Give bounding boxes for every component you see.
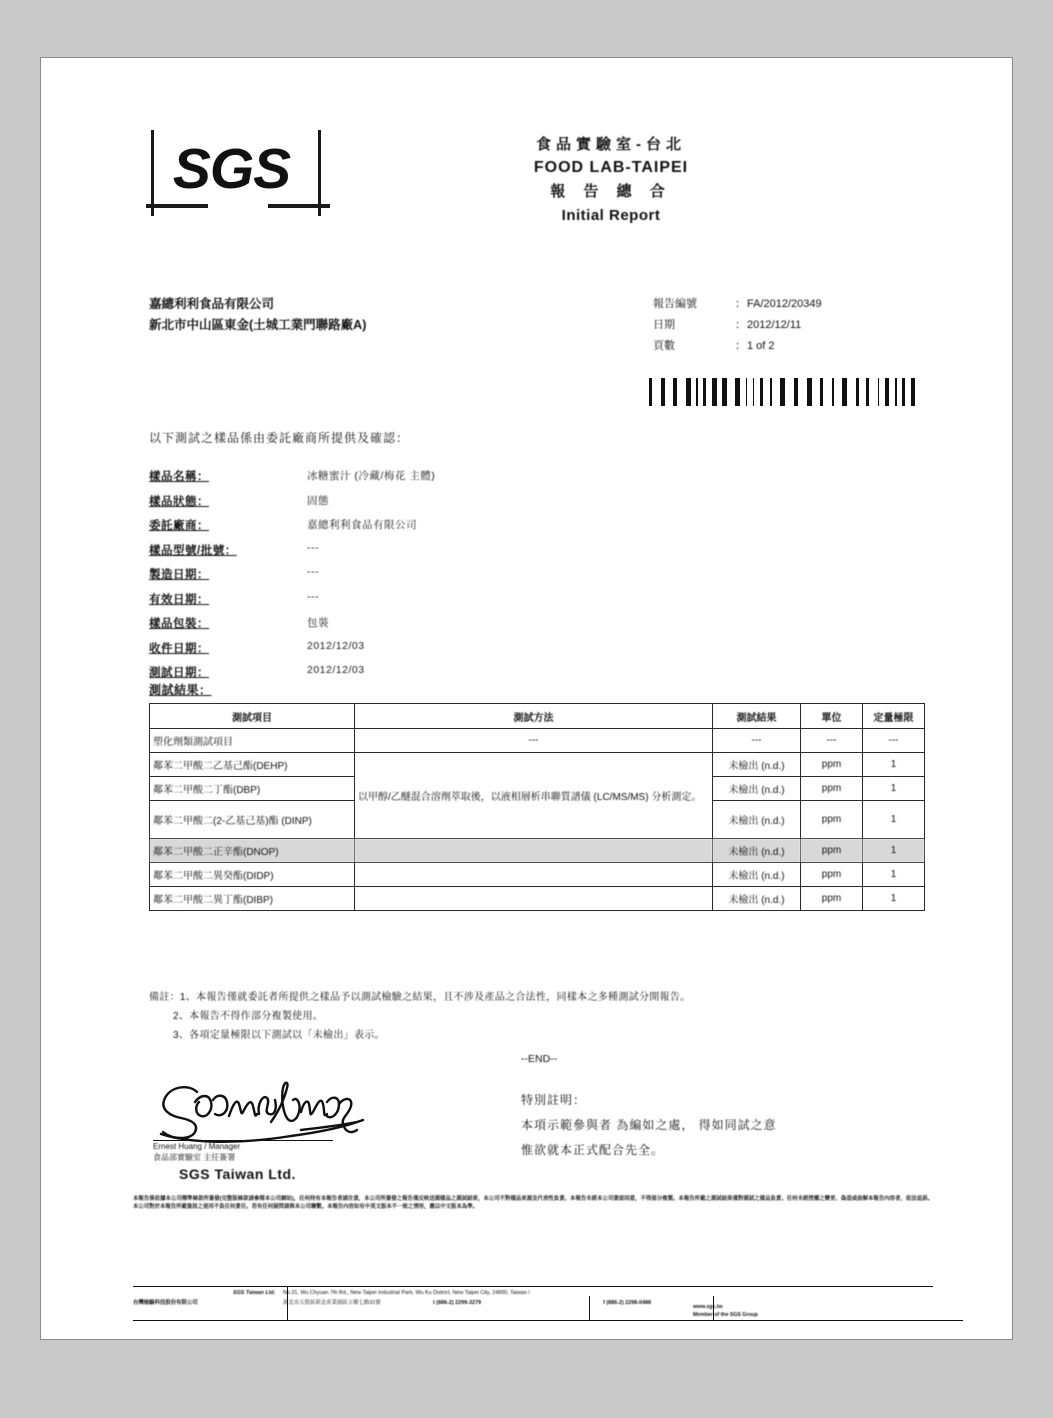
footer-fax: f (886-2) 2298-0488	[603, 1300, 651, 1306]
column-header: 定量極限	[863, 704, 925, 729]
cell-unit: ---	[801, 729, 863, 753]
table-row	[150, 863, 925, 887]
sample-info-label: 樣品狀態：	[149, 495, 209, 508]
cell-unit: ppm	[801, 777, 863, 801]
cell-result: ---	[713, 729, 801, 753]
cell-item: 鄰苯二甲酸二(2-乙基己基)酯 (DINP)	[150, 801, 355, 839]
cell-result: 未檢出 (n.d.)	[713, 839, 801, 863]
results-label: 測試結果：	[149, 683, 212, 697]
column-header: 測試結果	[713, 704, 801, 729]
cell-method	[355, 887, 713, 911]
footer-tel: t (886-2) 2299-3279	[433, 1300, 481, 1306]
cell-unit: ppm	[801, 801, 863, 839]
sample-info-row	[149, 517, 849, 542]
sample-info-value: 2012/12/03	[307, 664, 365, 676]
cell-item: 鄰苯二甲酸二正辛酯(DNOP)	[150, 839, 355, 863]
header-titles	[401, 134, 821, 227]
sample-info-label: 樣品包裝：	[149, 618, 209, 630]
cell-item: 鄰苯二甲酸二異丁酯(DIBP)	[150, 887, 355, 911]
closing-line-2: 惟欲就本正式配合先全。	[521, 1143, 665, 1157]
meta-value: 2012/12/11	[747, 319, 802, 331]
table-row	[150, 729, 925, 753]
signature-company: SGS Taiwan Ltd.	[179, 1166, 296, 1182]
cell-unit: ppm	[801, 863, 863, 887]
handwritten-signature-icon	[151, 1078, 411, 1148]
table-row	[150, 839, 925, 863]
sgs-logo	[146, 130, 331, 218]
cell-unit: ppm	[801, 839, 863, 863]
logo-underbar-left	[146, 204, 208, 208]
footer-company-en: SGS Taiwan Ltd.	[233, 1290, 276, 1296]
sample-info-value: ---	[307, 590, 319, 603]
end-mark: --END--	[521, 1053, 558, 1065]
meta-row	[653, 294, 953, 315]
meta-key: 報告編號	[653, 298, 697, 310]
cell-loq: ---	[863, 729, 925, 753]
lab-title-en: FOOD LAB-TAIPEI	[533, 159, 689, 176]
sample-info-label: 樣品名稱：	[149, 471, 209, 483]
closing-block	[521, 1088, 921, 1163]
meta-sep: ：	[735, 298, 746, 310]
sample-info-row	[149, 591, 849, 616]
footer-divider-bottom	[133, 1320, 963, 1321]
sample-info-value: 嘉總利利食品有限公司	[307, 519, 417, 531]
sample-info-value: ---	[307, 566, 319, 578]
cell-item: 鄰苯二甲酸二丁酯(DBP)	[150, 777, 355, 801]
report-meta	[653, 294, 953, 357]
footer-group-note: Member of the SGS Group	[693, 1312, 758, 1318]
cell-method	[355, 863, 713, 887]
sample-info-list	[149, 468, 849, 689]
footer-address-en: No.31, Wu Chyuan 7th Rd., New Taipei Industrial Park, Wu Ku District, New Taipei City, 24890, Taiwan /	[283, 1290, 530, 1296]
sample-info-row	[149, 664, 849, 689]
signature-name-en: Ernest Huang / Manager	[153, 1142, 241, 1151]
meta-value: FA/2012/20349	[747, 298, 822, 310]
cell-result: 未檢出 (n.d.)	[713, 887, 801, 911]
cell-result: 未檢出 (n.d.)	[713, 777, 801, 801]
cell-result: 未檢出 (n.d.)	[713, 863, 801, 887]
table-row	[150, 753, 925, 777]
note-line: 3、各項定量極限以下測試以「未檢出」表示。	[173, 1030, 385, 1041]
cell-result: 未檢出 (n.d.)	[713, 801, 801, 839]
cell-loq: 1	[863, 839, 925, 863]
column-header: 測試方法	[355, 704, 713, 729]
cell-method: 以甲醇/乙醚混合溶劑萃取後，以液相層析串聯質譜儀 (LC/MS/MS) 分析測定。	[355, 753, 713, 839]
table-row	[150, 887, 925, 911]
note-line: 備註：1、本報告僅就委託者所提供之樣品予以測試檢驗之結果，且不涉及產品之合法性，同樣本之多種測試分開報告。	[149, 992, 691, 1003]
cell-loq: 1	[863, 753, 925, 777]
cell-loq: 1	[863, 887, 925, 911]
customer-block	[149, 294, 619, 336]
sample-info-row	[149, 640, 849, 665]
sample-info-row	[149, 615, 849, 640]
sample-info-value: ---	[307, 541, 319, 554]
sample-info-value: 包裝	[307, 617, 329, 629]
signature-name-zh: 食品部實驗室 主任簽署	[153, 1153, 236, 1162]
customer-line-1: 嘉總利利食品有限公司	[149, 297, 275, 311]
sample-info-label: 測試日期：	[149, 667, 209, 679]
sample-info-row	[149, 542, 849, 567]
footer-website: www.sgs.tw	[693, 1304, 723, 1310]
sample-info-row	[149, 468, 849, 493]
sample-info-value: 固態	[307, 494, 329, 507]
report-sheet	[40, 57, 1013, 1340]
sample-info-label: 樣品型號/批號：	[149, 544, 237, 557]
meta-sep: ：	[735, 319, 746, 331]
cell-loq: 1	[863, 777, 925, 801]
note-line: 2、本報告不得作部分複製使用。	[173, 1011, 324, 1022]
closing-line-1: 本項示範參與者 為編如之處， 得如同試之意	[521, 1118, 777, 1132]
sample-info-label: 有效日期：	[149, 593, 209, 606]
cell-loq: 1	[863, 801, 925, 839]
cell-item: 鄰苯二甲酸二乙基己酯(DEHP)	[150, 753, 355, 777]
cell-item: 鄰苯二甲酸二異癸酯(DIDP)	[150, 863, 355, 887]
meta-sep: ：	[735, 340, 746, 352]
fineprint-terms: 本報告係依據本公司標準條款所簽發(完整版條款請參閱本公司網站)，任何持有本報告者請注意，本公司所簽發之報告僅反映送測樣品之測試結果，本公司不對樣品來源及代表性負責。本報告未經本公司書面同意，不得部分複製。本報告所載之測試結果僅對測試之樣品負責。任何未經授權之變更、偽造或曲解本報告內容者，依法追訴。本公司對於本報告所載資訊之使用不負任何責任。若有任何疑問請與本公司聯繫。本報告內容如有中英文版本不一致之情形，應以中文版本為準。	[133, 1196, 933, 1210]
intro-text: 以下測試之樣品係由委託廠商所提供及確認：	[149, 431, 410, 445]
notes-block	[149, 988, 939, 1045]
footer-address-zh: 新北市五股區新北產業園區五權七路31號	[283, 1300, 381, 1306]
sample-info-row	[149, 493, 849, 518]
meta-key: 日期	[653, 319, 675, 331]
lab-title-zh: 食品實驗室-台北	[536, 136, 686, 153]
report-header	[146, 128, 916, 238]
cell-item: 塑化劑類測試項目	[150, 729, 355, 753]
cell-method	[355, 839, 713, 863]
barcode	[649, 378, 921, 406]
cell-unit: ppm	[801, 753, 863, 777]
sample-info-label: 製造日期：	[149, 569, 209, 581]
column-header: 單位	[801, 704, 863, 729]
logo-text: SGS	[172, 137, 291, 201]
signature-block	[151, 1078, 411, 1182]
cell-unit: ppm	[801, 887, 863, 911]
results-table	[149, 703, 925, 911]
cell-result: 未檢出 (n.d.)	[713, 753, 801, 777]
meta-row	[653, 315, 953, 336]
footer-divider-top	[133, 1286, 933, 1287]
report-subtitle-zh: 報 告 總 合	[550, 183, 672, 200]
logo-underbar-right	[268, 204, 330, 208]
meta-row	[653, 336, 953, 357]
column-header: 測試項目	[150, 704, 355, 729]
footer-company-zh: 台灣檢驗科技股份有限公司	[133, 1300, 198, 1306]
sample-info-label: 收件日期：	[149, 642, 209, 655]
cell-loq: 1	[863, 863, 925, 887]
signature-name	[153, 1141, 240, 1163]
sample-info-label: 委託廠商：	[149, 520, 209, 532]
report-subtitle-en: Initial Report	[561, 207, 661, 224]
table-header-row	[150, 704, 925, 729]
sample-info-value: 冰糖蜜汁 (冷藏/梅花 主體)	[307, 470, 436, 482]
customer-line-2: 新北市中山區東金(土城工業門聯路廠A)	[149, 318, 367, 332]
closing-title: 特別註明：	[521, 1093, 587, 1107]
meta-value: 1 of 2	[747, 340, 775, 352]
sample-info-row	[149, 566, 849, 591]
meta-key: 頁數	[653, 340, 675, 352]
sample-info-value: 2012/12/03	[307, 639, 365, 652]
cell-method: ---	[355, 729, 713, 753]
